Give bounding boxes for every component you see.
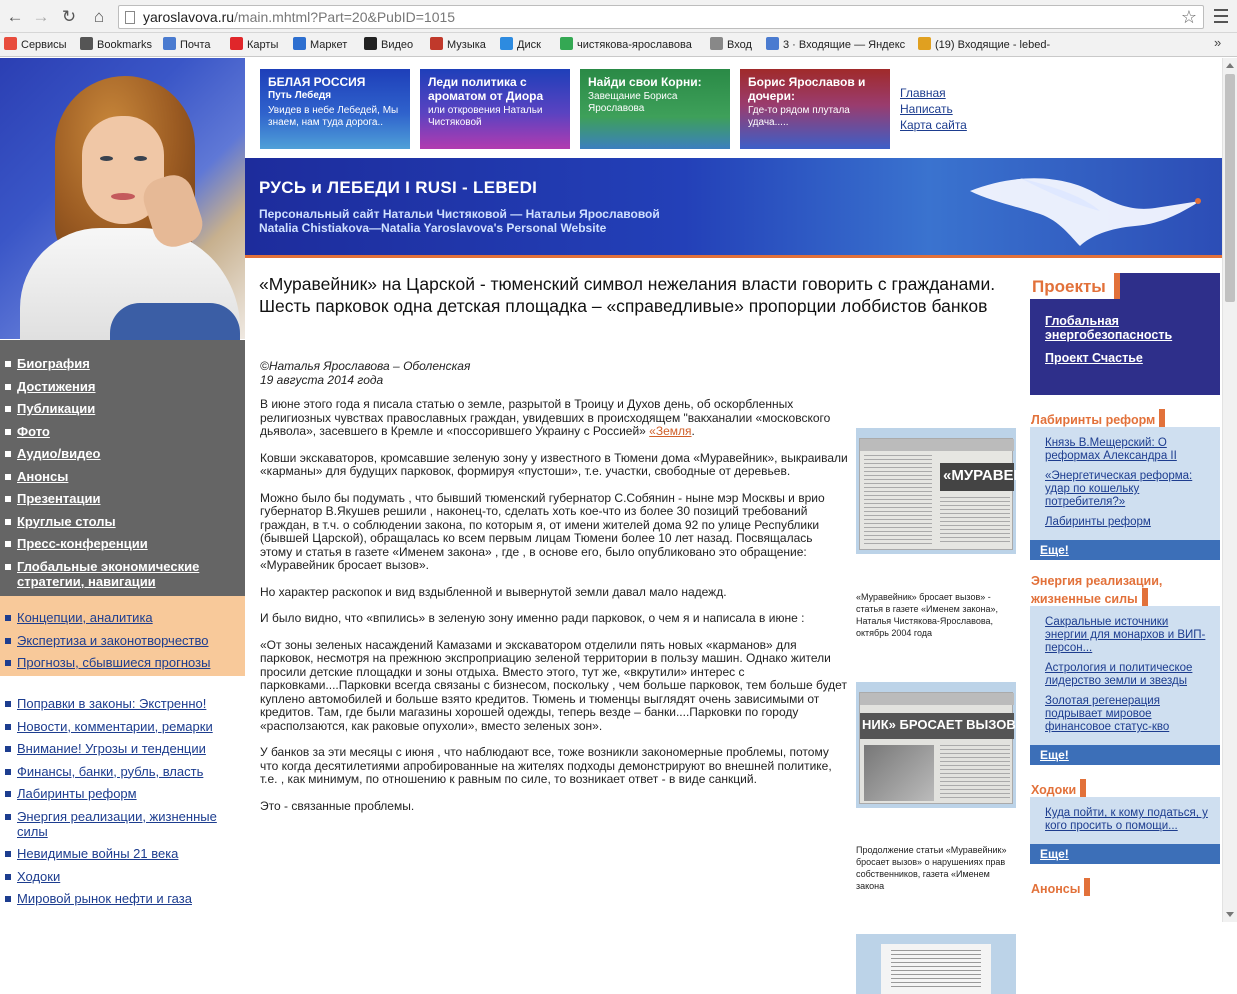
- newspaper-headline: «МУРАВЕЙ: [943, 467, 1025, 484]
- sidebar-section: [1030, 775, 1220, 864]
- bookmark-icon: [500, 37, 513, 50]
- earth-article-link[interactable]: «Земля: [649, 424, 692, 438]
- paragraph: Это - связанные проблемы.: [260, 798, 415, 813]
- swan-image: [960, 166, 1210, 256]
- section-title: Лабиринты реформ: [1030, 405, 1220, 427]
- vertical-scrollbar[interactable]: [1222, 58, 1237, 922]
- newspaper-figure-2[interactable]: [856, 682, 1016, 808]
- analytics-nav: [0, 596, 245, 676]
- web-page: [0, 58, 1222, 922]
- bookmark-item[interactable]: [230, 37, 278, 51]
- sidebar-section: [1030, 570, 1220, 765]
- section-link[interactable]: Астрология и политическое лидерство земли и звезды: [1045, 662, 1193, 687]
- site-subtitle-ru: Персональный сайт Натальи Чистяковой — Натальи Ярославовой: [259, 207, 660, 221]
- bookmark-item[interactable]: [710, 37, 752, 51]
- banner-text: или откровения Натальи Чистяковой: [428, 105, 543, 128]
- topics-nav: [0, 676, 245, 922]
- section-title: Анонсы: [1030, 874, 1220, 896]
- paragraph: И было видно, что «впились» в зеленую зону именно ради парковок, о чем я и написала в июне :: [260, 611, 805, 625]
- banner-text: Где-то рядом плутала удача.....: [748, 105, 850, 128]
- more-link[interactable]: Еще!: [1030, 745, 1220, 765]
- bookmark-label: Диск: [517, 39, 541, 51]
- bookmark-item[interactable]: [560, 37, 692, 51]
- home-link[interactable]: Главная: [900, 86, 946, 100]
- nav-item[interactable]: Поправки в законы: Экстренно!: [0, 696, 245, 711]
- nav-item[interactable]: Внимание! Угрозы и тенденции: [0, 741, 245, 756]
- bookmark-star-icon[interactable]: ☆: [1180, 7, 1197, 27]
- nav-item[interactable]: Новости, комментарии, ремарки: [0, 719, 245, 734]
- sidebar-section: [1030, 874, 1220, 896]
- site-hero: [245, 158, 1222, 258]
- top-links: [900, 85, 967, 133]
- nav-item[interactable]: Пресс-конференции: [0, 536, 245, 551]
- section-link[interactable]: Лабиринты реформ: [1045, 516, 1151, 528]
- bookmark-item[interactable]: [293, 37, 347, 51]
- banner-text: Увидев в небе Лебедей, Мы знаем, нам туда дорога..: [268, 105, 399, 128]
- bookmark-label: Маркет: [310, 39, 348, 51]
- paragraph: Можно было бы подумать , что бывший тюменский губернатор С.Собянин - ныне мэр Москвы и врио губернатор В.Якушев решили , наконец-то, сделать хоть кое-что из более 30 позиций требований граждан, в т.ч. о соблюдении закона, по которым я, от имени жителей дома 92 по улице Республики (бывшей Царской), обращалась ко всем первым лицам Тюмени более 10 лет назад. Посвящалась этому и статья в газете «Именем закона» , где , в основе его, было опубликовано это обращение: «Муравейник бросает вызов».: [260, 490, 825, 572]
- banner-white-russia[interactable]: [260, 69, 410, 149]
- figure-1-caption: «Муравейник» бросает вызов» - статья в газете «Именем закона», Наталья Чистякова-Ярославова, октябрь 2004 года: [856, 592, 999, 638]
- newspaper-figure-3[interactable]: [856, 934, 1016, 994]
- article-headline: «Муравейник» на Царской - тюменский символ нежелания власти говорить с гражданами. Шесть парковок одна детская площадка – «справедливые» пропорции лоббистов банков: [259, 274, 996, 316]
- bookmark-item[interactable]: [364, 37, 413, 51]
- nav-item[interactable]: Концепции, аналитика: [0, 610, 245, 625]
- section-title: Энергия реализации, жизненные силы: [1030, 570, 1220, 606]
- main-nav: [0, 340, 245, 596]
- nav-item[interactable]: Публикации: [0, 401, 245, 416]
- newspaper-image: [859, 692, 1016, 804]
- nav-item[interactable]: Лабиринты реформ: [0, 786, 245, 801]
- banner-text: Завещание Бориса Ярославова: [588, 91, 678, 114]
- banner-title: Борис Ярославов и дочери:: [748, 75, 866, 103]
- section-link[interactable]: Куда пойти, к кому податься, у кого просить о помощи...: [1045, 807, 1208, 832]
- bookmark-icon: [560, 37, 573, 50]
- project-link-energy[interactable]: Глобальная энергобезопасность: [1045, 314, 1173, 342]
- address-bar[interactable]: [118, 5, 1204, 29]
- nav-item[interactable]: Биография: [0, 356, 245, 371]
- banner-title: Леди политика с ароматом от Диора: [428, 75, 544, 103]
- bookmark-icon: [766, 37, 779, 50]
- projects-box: [1030, 273, 1220, 395]
- newspaper-image: [859, 438, 1025, 550]
- project-link-happiness[interactable]: Проект Счастье: [1045, 351, 1143, 365]
- bookmark-icon: [163, 37, 176, 50]
- nav-item[interactable]: Аудио/видео: [0, 446, 245, 461]
- sidebar-section: [1030, 405, 1220, 560]
- menu-icon[interactable]: [1211, 5, 1231, 27]
- nav-item[interactable]: Презентации: [0, 491, 245, 506]
- article: [245, 258, 1025, 922]
- section-link[interactable]: Князь В.Мещерский: О реформах Александра II: [1045, 437, 1177, 462]
- article-date: 19 августа 2014 года: [260, 373, 384, 387]
- nav-item[interactable]: Финансы, банки, рубль, власть: [0, 764, 245, 779]
- write-link[interactable]: Написать: [900, 102, 953, 116]
- site-subtitle-en: Natalia Chistiakova—Natalia Yaroslavova's Personal Website: [259, 221, 607, 235]
- nav-item[interactable]: Круглые столы: [0, 514, 245, 529]
- paragraph: У банков за эти месяцы с июня , что наблюдают все, тоже возникли закономерные проблемы, потому что когда десятилетиями апробированные на жителях подходы демонстрируют во внешней политике, т.е. , как минимум, по отношению к равным по силе, то возникает ответ - в виде санкций.: [260, 745, 832, 786]
- section-link[interactable]: «Энергетическая реформа: удар по кошельку потребителя?»: [1045, 470, 1193, 508]
- bookmark-icon: [4, 37, 17, 50]
- bookmark-label: чистякова-ярославова: [577, 39, 692, 51]
- bookmark-item[interactable]: [430, 37, 486, 51]
- document-image: [881, 944, 991, 994]
- article-author: ©Наталья Ярославова – Оболенская: [260, 359, 471, 373]
- bookmark-icon: [918, 37, 931, 50]
- projects-title: Проекты: [1030, 273, 1120, 299]
- bookmark-icon: [230, 37, 243, 50]
- bookmark-icon: [364, 37, 377, 50]
- header-banners: [245, 58, 1222, 158]
- browser-toolbar: [0, 0, 1237, 33]
- bookmark-item[interactable]: [766, 37, 905, 51]
- paragraph: Ковши экскаваторов, кромсавшие зеленую зону у известного в Тюмени дома «Муравейник», выкраивали «карманы» для будущих парковок, формируя «пустоши», т.е. участки, свободные от деревьев.: [260, 450, 848, 478]
- site-title: РУСЬ и ЛЕБЕДИ I RUSI - LEBEDI: [259, 178, 538, 197]
- bookmark-item[interactable]: [4, 37, 67, 51]
- bookmark-item[interactable]: [163, 37, 211, 51]
- newspaper-figure-1[interactable]: [856, 428, 1025, 554]
- bookmark-label: Карты: [247, 39, 279, 51]
- nav-item[interactable]: Анонсы: [0, 469, 245, 484]
- bookmark-label: Bookmarks: [97, 39, 153, 51]
- more-link[interactable]: Еще!: [1030, 844, 1220, 864]
- forward-arrow-icon[interactable]: →: [32, 7, 50, 26]
- bookmark-item[interactable]: [80, 37, 152, 51]
- bookmark-label: (19) Входящие - lebed-: [935, 39, 1051, 51]
- nav-item[interactable]: Фото: [0, 424, 245, 439]
- nav-item[interactable]: Достижения: [0, 379, 245, 394]
- bookmark-label: Видео: [381, 39, 414, 51]
- back-arrow-icon[interactable]: ←: [6, 7, 24, 26]
- bookmark-icon: [430, 37, 443, 50]
- section-title: Ходоки: [1030, 775, 1220, 797]
- bookmark-item[interactable]: [918, 37, 1050, 51]
- figure-2-caption: Продолжение статьи «Муравейник» бросает вызов» о нарушениях прав собственников, газета «Именем закона: [856, 845, 1007, 891]
- article-byline: [260, 359, 470, 387]
- url-text[interactable]: yaroslavova.ru/main.mhtml?Part=20&PubID=1015: [143, 9, 456, 25]
- section-link[interactable]: Золотая регенерация подрывает мировое финансовое статус-кво: [1045, 695, 1170, 733]
- nav-item[interactable]: Экспертиза и законотворчество: [0, 633, 245, 648]
- bookmarks-bar: [0, 33, 1237, 57]
- bookmark-icon: [710, 37, 723, 50]
- newspaper-headline: НИК» БРОСАЕТ ВЫЗОВ: [862, 717, 1016, 732]
- bookmark-icon: [80, 37, 93, 50]
- bookmark-label: 3 · Входящие — Яндекс: [783, 39, 906, 51]
- banner-lady-politics[interactable]: [420, 69, 570, 149]
- banner-title: Найди свои Корни:: [588, 75, 702, 89]
- more-link[interactable]: Еще!: [1030, 540, 1220, 560]
- right-column: [1030, 273, 1220, 896]
- section-link[interactable]: Сакральные источники энергии для монархов и ВИП-персон...: [1045, 616, 1206, 654]
- bookmark-label: Почта: [180, 39, 211, 51]
- bookmark-item[interactable]: [500, 37, 541, 51]
- nav-item[interactable]: Невидимые войны 21 века: [0, 846, 245, 861]
- more-bookmarks-icon[interactable]: »: [1214, 35, 1222, 50]
- sitemap-link[interactable]: Карта сайта: [900, 118, 967, 132]
- paragraph: В июне этого года я писала статью о земле, разрытой в Троицу и Духов день, об оскорбленных религиозных чувствах православных граждан, увидевших в происходящем "вакханалии «московского дьявола», засевшего в Кремле и «поссорившего Украину с Россией» «Земля.: [260, 397, 831, 438]
- home-icon[interactable]: ⌂: [93, 7, 105, 26]
- bookmark-label: Музыка: [447, 39, 486, 51]
- author-portrait: [0, 58, 245, 339]
- banner-subtitle: Путь Лебедя: [268, 90, 332, 101]
- banner-roots[interactable]: [580, 69, 730, 149]
- reload-icon[interactable]: ↻: [61, 7, 77, 26]
- nav-item[interactable]: Мировой рынок нефти и газа: [0, 891, 245, 906]
- page-icon: [125, 11, 135, 24]
- scrollbar-thumb[interactable]: [1225, 74, 1235, 302]
- nav-item[interactable]: Ходоки: [0, 869, 245, 884]
- nav-item[interactable]: Энергия реализации, жизненные силы: [0, 809, 245, 839]
- banner-boris[interactable]: [740, 69, 890, 149]
- bookmark-label: Сервисы: [21, 39, 67, 51]
- paragraph: Но характер раскопок и вид вздыбленной и вывернутой земли давал мало надежд.: [260, 584, 727, 599]
- article-body: [260, 398, 848, 826]
- bookmark-icon: [293, 37, 306, 50]
- nav-item[interactable]: Глобальные экономические стратегии, навигации: [0, 559, 245, 589]
- scroll-down-arrow-icon[interactable]: [1226, 912, 1234, 917]
- nav-item[interactable]: Прогнозы, сбывшиеся прогнозы: [0, 655, 245, 670]
- banner-title: БЕЛАЯ РОССИЯ: [268, 75, 366, 89]
- scroll-up-arrow-icon[interactable]: [1226, 63, 1234, 68]
- bookmark-label: Вход: [727, 39, 752, 51]
- paragraph: «От зоны зеленых насаждений Камазами и экскаватором отделили пять новых «карманов» для парковок, несмотря на прежнюю экспроприацию зеленой территории в пользу машин. Однако жители просили детские площадки и зоны отдыха. Вместо этого, тут же, «вкрутили» интерес с парковками....Парковки всегда связаны с бизнесом, поскольку , чем больше парковок, тем больше будет куплено автомобилей и больше взято кредитов. Тюмень и тюменцы выглядят очень зависимыми от кредитов. Там, где были магазины хорошей одежды, теперь везде – банки....Парковки по городу «расползаются, как раковые опухоли», вместо зеленых зон».: [260, 637, 847, 733]
